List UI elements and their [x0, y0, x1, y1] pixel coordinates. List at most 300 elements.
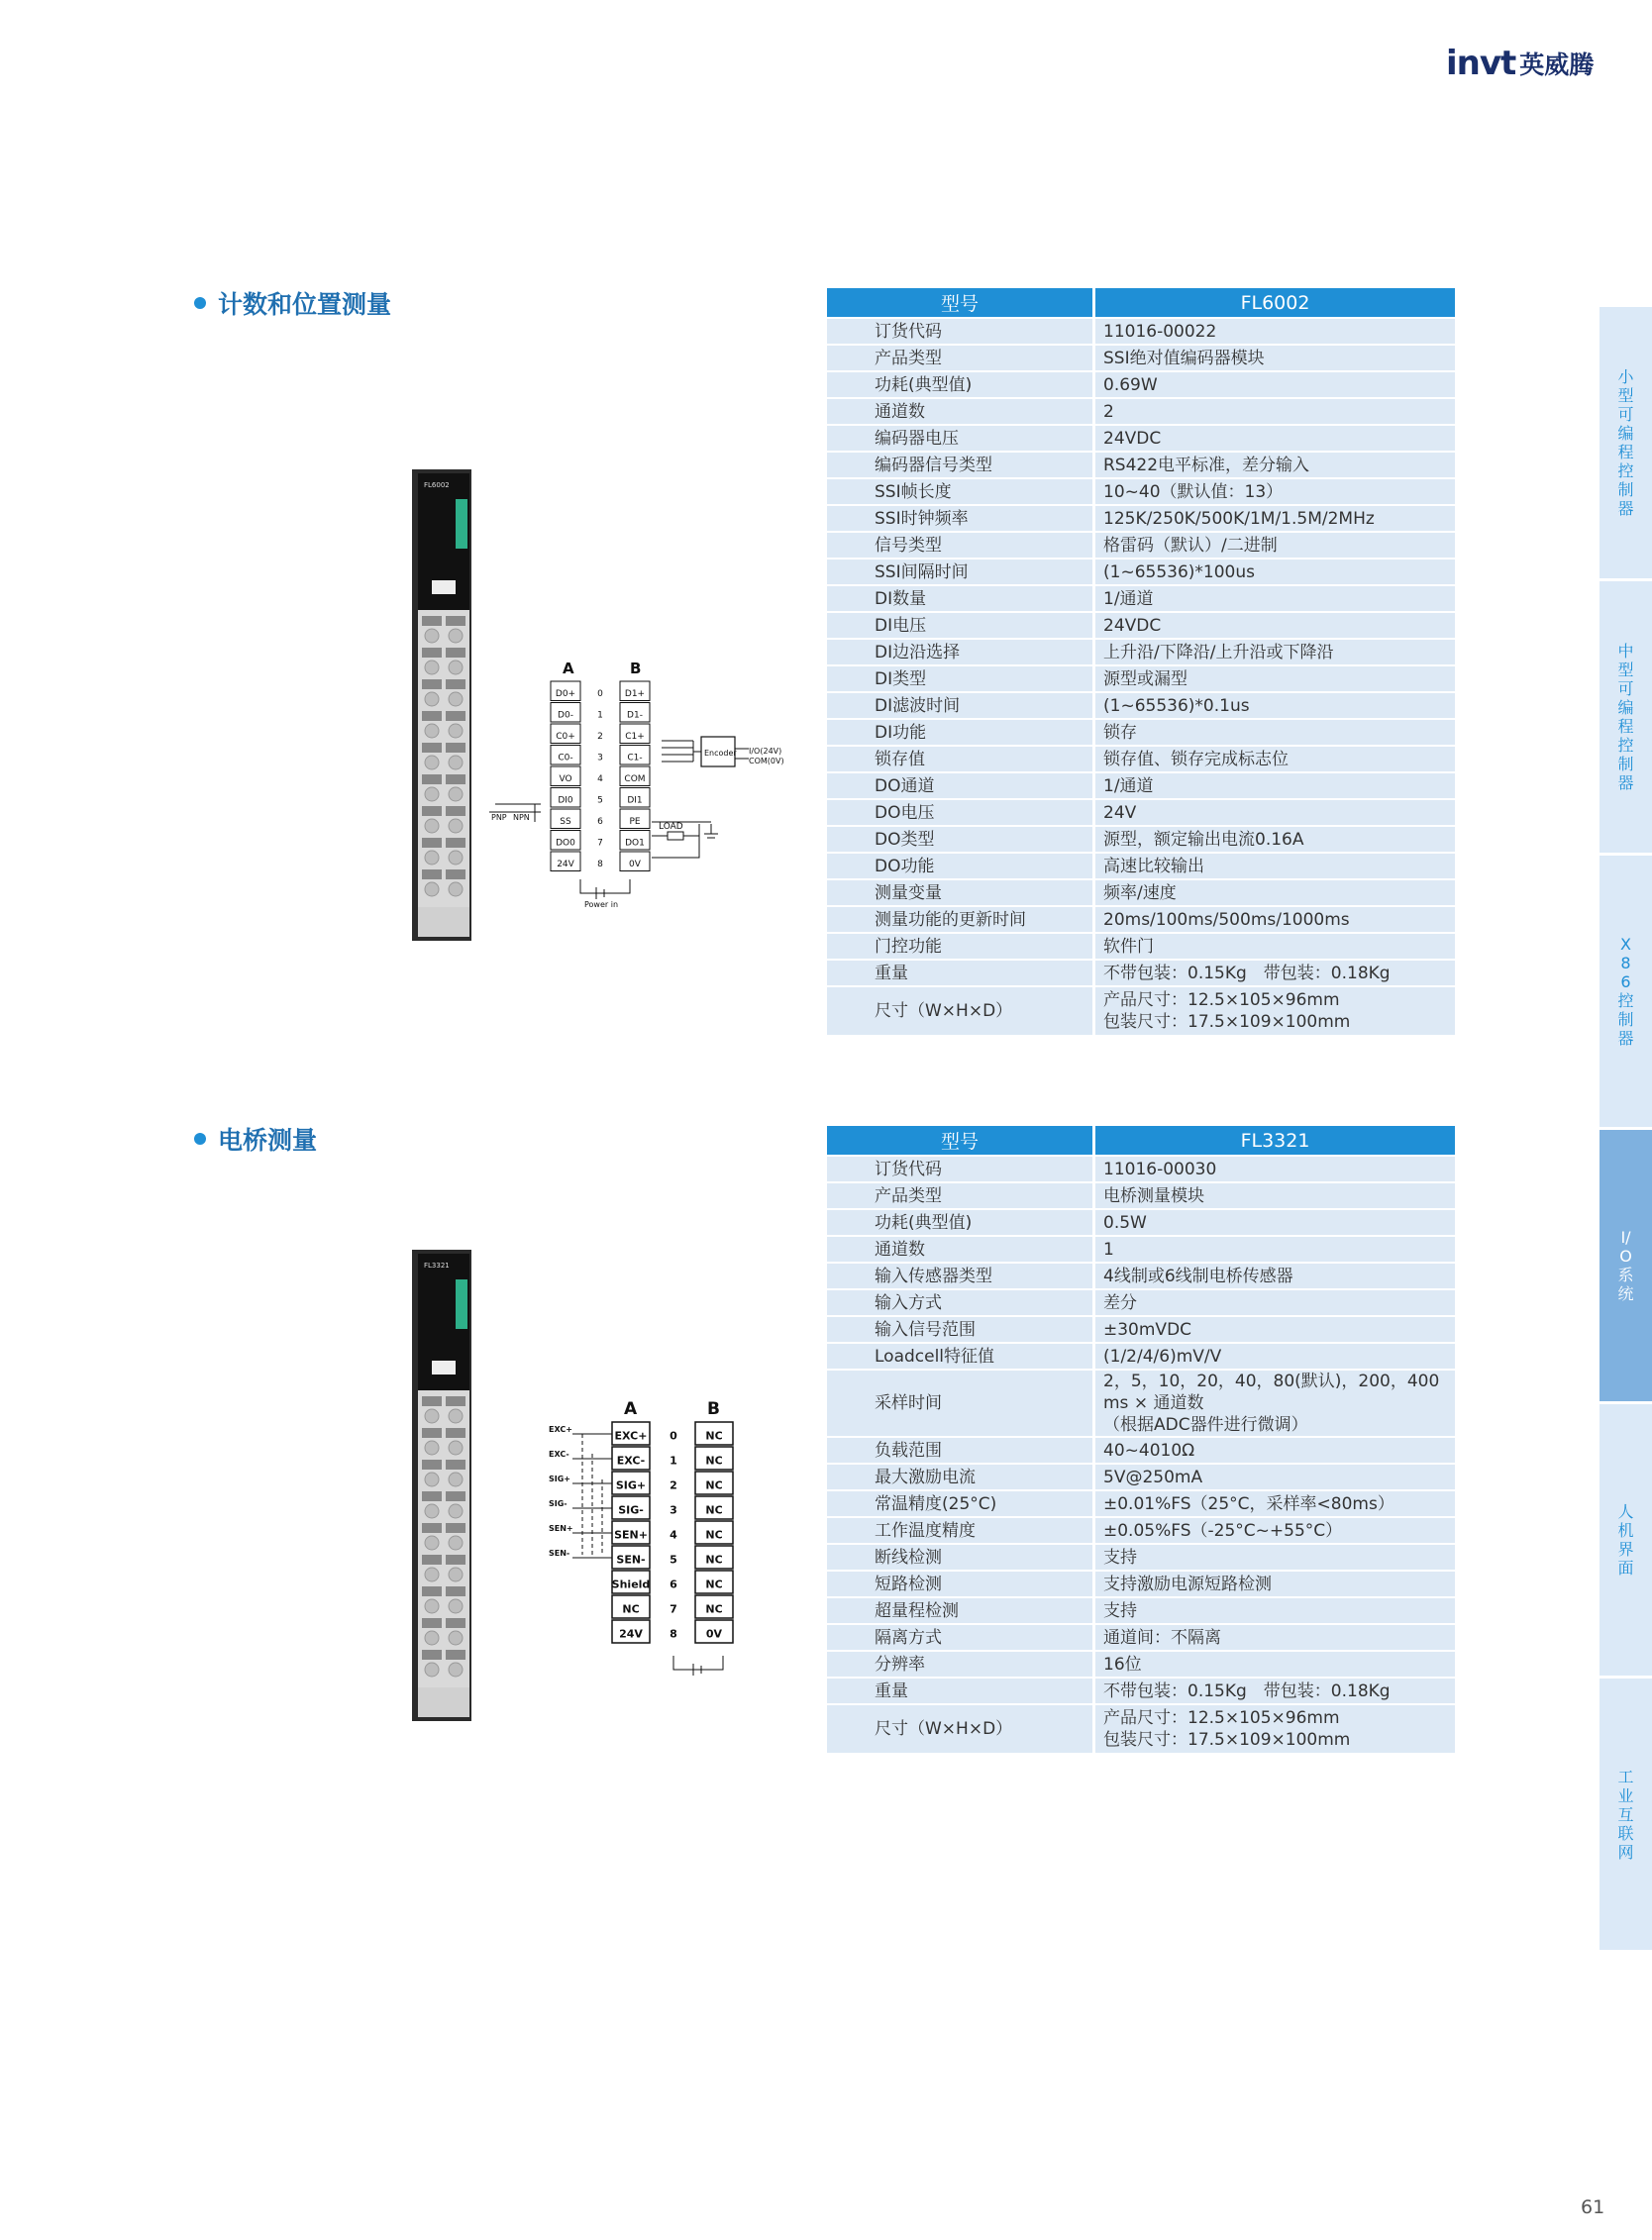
- terminal-screw: [425, 1663, 439, 1677]
- row-value: SSI绝对值编码器模块: [1095, 346, 1455, 370]
- row-value: 锁存: [1095, 720, 1455, 745]
- size-package: 包装尺寸：17.5×109×100mm: [1103, 1730, 1351, 1750]
- table-row: [827, 747, 1455, 771]
- terminal-b-label: DO1: [625, 838, 645, 849]
- terminal-b-label: DI1: [627, 795, 643, 806]
- brand-logo: [1446, 44, 1594, 83]
- terminal-a-label: SEN-: [616, 1553, 646, 1567]
- table-row: [827, 1518, 1455, 1543]
- terminal-b-label: NC: [705, 1503, 723, 1517]
- terminal-a-label: EXC+: [614, 1429, 648, 1443]
- terminal-b-label: C1-: [627, 753, 643, 764]
- row-key: 信号类型: [827, 533, 1095, 558]
- row-key: 最大激励电流: [827, 1465, 1095, 1489]
- table-row: [827, 1465, 1455, 1489]
- terminal-number: 4: [597, 774, 603, 785]
- device-footer: [418, 907, 469, 937]
- terminal-slot: [446, 1555, 465, 1565]
- table-row: [827, 506, 1455, 531]
- row-key: 超量程检测: [827, 1598, 1095, 1623]
- terminal-number: 0: [597, 689, 603, 700]
- row-key: DO功能: [827, 854, 1095, 878]
- terminal-slot: [422, 743, 442, 753]
- terminal-a-label: SS: [560, 817, 571, 828]
- table-row: [827, 1705, 1455, 1753]
- terminal-slot: [446, 1396, 465, 1406]
- table-row: [827, 987, 1455, 1035]
- terminal-a-label: 24V: [557, 860, 574, 870]
- table-row: [827, 1371, 1455, 1436]
- section-title-bridge: [194, 1121, 317, 1157]
- terminal-a-label: NC: [622, 1602, 640, 1616]
- terminal-slot: [422, 774, 442, 784]
- terminal-b-label: NC: [705, 1602, 723, 1616]
- terminal-slot: [422, 1586, 442, 1596]
- terminal-screw: [449, 756, 463, 769]
- terminal-slot: [446, 648, 465, 658]
- header-model-label: 型号: [827, 288, 1095, 317]
- terminal-slot: [422, 711, 442, 721]
- brand-mark: invt: [1446, 44, 1516, 83]
- row-value: (1~65536)*100us: [1095, 560, 1455, 584]
- row-key: 产品类型: [827, 346, 1095, 370]
- row-key: 输入传感器类型: [827, 1264, 1095, 1288]
- table-row: [827, 720, 1455, 745]
- terminal-number: 1: [597, 710, 603, 721]
- row-key: DI数量: [827, 586, 1095, 611]
- terminal-a-label: 24V: [619, 1627, 643, 1641]
- terminal-screw: [449, 851, 463, 865]
- terminal-a-label: C0-: [558, 753, 573, 764]
- terminal-number: 2: [670, 1478, 677, 1492]
- row-key: 尺寸（W×H×D）: [827, 1705, 1095, 1753]
- row-value: 源型，额定输出电流0.16A: [1095, 827, 1455, 852]
- header-model-label: 型号: [827, 1126, 1095, 1155]
- terminal-number: 5: [670, 1553, 677, 1567]
- size-package: 包装尺寸：17.5×109×100mm: [1103, 1012, 1351, 1032]
- table-row: [827, 319, 1455, 344]
- terminal-number: 2: [597, 732, 603, 743]
- terminal-screw: [425, 1441, 439, 1455]
- terminal-slot: [422, 1650, 442, 1660]
- terminal-screw: [449, 1631, 463, 1645]
- terminal-screw: [425, 787, 439, 801]
- column-a-label: A: [563, 660, 574, 677]
- sensor-wire-label: EXC-: [549, 1450, 569, 1459]
- terminal-screw: [425, 724, 439, 738]
- row-value: 24V: [1095, 800, 1455, 825]
- power-wires: [580, 879, 630, 899]
- device-release-tab: [432, 580, 456, 594]
- terminal-screw: [425, 1568, 439, 1581]
- row-value: 差分: [1095, 1290, 1455, 1315]
- encoder-io-lines: [735, 749, 749, 759]
- terminal-screw: [425, 1536, 439, 1550]
- row-key: SSI帧长度: [827, 479, 1095, 504]
- row-value: 支持激励电源短路检测: [1095, 1572, 1455, 1596]
- table-row: [827, 372, 1455, 397]
- table-row: [827, 1264, 1455, 1288]
- terminal-b-label: NC: [705, 1553, 723, 1567]
- table-row: [827, 961, 1455, 985]
- terminal-screw: [425, 756, 439, 769]
- terminal-screw: [449, 882, 463, 896]
- terminal-screw: [425, 661, 439, 674]
- table-row: [827, 399, 1455, 424]
- terminal-a-label: SEN+: [614, 1528, 648, 1542]
- terminal-screw: [449, 1473, 463, 1486]
- row-key: 通道数: [827, 1237, 1095, 1262]
- table-row: [827, 1290, 1455, 1315]
- terminal-slot: [422, 1523, 442, 1533]
- row-value: 1/通道: [1095, 586, 1455, 611]
- side-tab-0[interactable]: [1600, 307, 1652, 578]
- table-row: [827, 586, 1455, 611]
- row-value: 24VDC: [1095, 426, 1455, 451]
- row-value: [1095, 1705, 1455, 1753]
- spec-table-fl3321: [827, 1124, 1455, 1755]
- side-tab-label: 人机界面: [1617, 1502, 1634, 1578]
- terminal-screw: [449, 1663, 463, 1677]
- table-row: [827, 1183, 1455, 1208]
- terminal-screw: [425, 629, 439, 643]
- terminal-screw: [425, 1409, 439, 1423]
- device-model-label: FL3321: [424, 1262, 450, 1270]
- row-value: 通道间：不隔离: [1095, 1625, 1455, 1650]
- column-b-label: B: [707, 1399, 720, 1419]
- terminal-slot: [446, 1586, 465, 1596]
- row-key: DI类型: [827, 666, 1095, 691]
- terminal-slot: [446, 1491, 465, 1501]
- terminal-b-label: 0V: [629, 860, 641, 870]
- row-key: 订货代码: [827, 319, 1095, 344]
- section-title-counting: [194, 285, 391, 321]
- table-row: [827, 1491, 1455, 1516]
- row-value: 16位: [1095, 1652, 1455, 1677]
- row-key: 隔离方式: [827, 1625, 1095, 1650]
- table-row: [827, 1572, 1455, 1596]
- device-release-tab: [432, 1361, 456, 1375]
- row-key: 测量变量: [827, 880, 1095, 905]
- row-value: ±30mVDC: [1095, 1317, 1455, 1342]
- terminal-slot: [446, 774, 465, 784]
- side-tab-label: X86控制器: [1617, 935, 1634, 1048]
- terminal-a-label: Shield: [611, 1578, 651, 1591]
- row-value: 不带包装：0.15Kg 带包装：0.18Kg: [1095, 1679, 1455, 1703]
- row-value: (1/2/4/6)mV/V: [1095, 1344, 1455, 1369]
- row-key: 测量功能的更新时间: [827, 907, 1095, 932]
- table-row: [827, 800, 1455, 825]
- terminal-slot: [422, 838, 442, 848]
- row-value: 2: [1095, 399, 1455, 424]
- terminal-a-label: C0+: [556, 732, 575, 743]
- table-row: [827, 453, 1455, 477]
- row-key: 重量: [827, 1679, 1095, 1703]
- side-tab-2[interactable]: [1600, 856, 1652, 1127]
- side-tab-1[interactable]: [1600, 581, 1652, 853]
- terminal-screw: [449, 661, 463, 674]
- terminal-b-label: D1+: [624, 689, 646, 700]
- table-row: [827, 533, 1455, 558]
- side-tab-3[interactable]: [1600, 1130, 1652, 1401]
- terminal-screw: [425, 1473, 439, 1486]
- device-green-clip: [456, 1279, 467, 1329]
- row-value: 锁存值、锁存完成标志位: [1095, 747, 1455, 771]
- terminal-number: 7: [597, 838, 603, 849]
- terminal-slot: [446, 1428, 465, 1438]
- table-row: [827, 854, 1455, 878]
- table-row: [827, 934, 1455, 959]
- sensor-wire-label: EXC+: [549, 1425, 572, 1434]
- row-key: 分辨率: [827, 1652, 1095, 1677]
- terminal-screw: [449, 1568, 463, 1581]
- encoder-label: Encoder: [704, 749, 737, 758]
- terminal-number: 8: [597, 860, 603, 870]
- terminal-a-label: VO: [559, 774, 572, 785]
- terminal-slot: [422, 1396, 442, 1406]
- side-tab-label: 工业互联网: [1617, 1767, 1634, 1862]
- bullet-icon: [194, 1133, 206, 1145]
- table-row: [827, 1625, 1455, 1650]
- row-value: 高速比较输出: [1095, 854, 1455, 878]
- row-key: SSI时钟频率: [827, 506, 1095, 531]
- ground-icon: [704, 824, 718, 838]
- terminal-slot: [422, 1618, 442, 1628]
- terminal-slot: [446, 1650, 465, 1660]
- terminal-number: 6: [597, 817, 603, 828]
- terminal-screw: [449, 1504, 463, 1518]
- terminal-b-label: NC: [705, 1454, 723, 1468]
- section-title-text: 电桥测量: [218, 1126, 318, 1155]
- terminal-slot: [446, 869, 465, 879]
- table-row: [827, 693, 1455, 718]
- row-key: 产品类型: [827, 1183, 1095, 1208]
- table-row: [827, 346, 1455, 370]
- side-tab-label: 小型可编程控制器: [1617, 367, 1634, 518]
- table-header: [827, 288, 1455, 317]
- power-label: Power in: [584, 900, 619, 909]
- row-value: 格雷码（默认）/二进制: [1095, 533, 1455, 558]
- row-value: 1/通道: [1095, 773, 1455, 798]
- side-tab-bar: [1600, 307, 1652, 1953]
- device-fl6002-illustration: [406, 469, 481, 941]
- row-key: 锁存值: [827, 747, 1095, 771]
- row-value: 20ms/100ms/500ms/1000ms: [1095, 907, 1455, 932]
- encoder-com-label: COM(0V): [749, 757, 784, 765]
- device-fl3321-illustration: [406, 1250, 481, 1721]
- terminal-slot: [446, 616, 465, 626]
- row-key: 断线检测: [827, 1545, 1095, 1570]
- row-key: DO电压: [827, 800, 1095, 825]
- table-row: [827, 907, 1455, 932]
- row-key: 编码器信号类型: [827, 453, 1095, 477]
- row-value: 1: [1095, 1237, 1455, 1262]
- terminal-slot: [446, 838, 465, 848]
- row-value: 5V@250mA: [1095, 1465, 1455, 1489]
- table-row: [827, 1344, 1455, 1369]
- row-value: 频率/速度: [1095, 880, 1455, 905]
- row-value: 40~4010Ω: [1095, 1438, 1455, 1463]
- header-model-value: FL6002: [1095, 288, 1455, 317]
- row-value: ±0.05%FS（-25°C~+55°C）: [1095, 1518, 1455, 1543]
- row-key: 门控功能: [827, 934, 1095, 959]
- terminal-b-label: COM: [624, 774, 646, 785]
- row-key: DI电压: [827, 613, 1095, 638]
- table-row: [827, 666, 1455, 691]
- terminal-slot: [446, 679, 465, 689]
- load-resistor: [668, 832, 683, 840]
- row-value: 源型或漏型: [1095, 666, 1455, 691]
- header-model-value: FL3321: [1095, 1126, 1455, 1155]
- terminal-b-label: PE: [629, 817, 641, 828]
- terminal-a-label: DO0: [556, 838, 575, 849]
- terminal-number: 6: [670, 1578, 677, 1591]
- row-value: 11016-00022: [1095, 319, 1455, 344]
- table-row: [827, 773, 1455, 798]
- sensor-wire-label: SEN-: [549, 1549, 570, 1558]
- terminal-screw: [449, 1441, 463, 1455]
- table-row: [827, 1598, 1455, 1623]
- load-label: LOAD: [659, 822, 683, 832]
- terminal-a-label: SIG+: [615, 1478, 647, 1492]
- side-tab-4[interactable]: [1600, 1404, 1652, 1676]
- side-tab-label: 中型可编程控制器: [1617, 642, 1634, 792]
- row-value: 125K/250K/500K/1M/1.5M/2MHz: [1095, 506, 1455, 531]
- table-row: [827, 1237, 1455, 1262]
- row-key: 尺寸（W×H×D）: [827, 987, 1095, 1035]
- terminal-b-label: C1+: [625, 732, 645, 743]
- row-value: [1095, 1371, 1455, 1436]
- row-value: 4线制或6线制电桥传感器: [1095, 1264, 1455, 1288]
- table-row: [827, 1545, 1455, 1570]
- terminal-screw: [425, 851, 439, 865]
- power-wires: [673, 1656, 723, 1676]
- row-value: ±0.01%FS（25°C，采样率<80ms）: [1095, 1491, 1455, 1516]
- terminal-slot: [422, 1428, 442, 1438]
- terminal-screw: [449, 819, 463, 833]
- row-value: 0.5W: [1095, 1210, 1455, 1235]
- section-title-text: 计数和位置测量: [218, 290, 392, 319]
- terminal-slot: [422, 1555, 442, 1565]
- terminal-slot: [422, 1460, 442, 1470]
- sample-line-2: （根据ADC器件进行微调）: [1103, 1415, 1308, 1435]
- npn-label: NPN: [513, 813, 530, 822]
- row-value: 上升沿/下降沿/上升沿或下降沿: [1095, 640, 1455, 664]
- table-row: [827, 426, 1455, 451]
- table-row: [827, 560, 1455, 584]
- table-row: [827, 1317, 1455, 1342]
- row-value: 10~40（默认值：13）: [1095, 479, 1455, 504]
- row-key: 负载范围: [827, 1438, 1095, 1463]
- table-row: [827, 880, 1455, 905]
- column-a-label: A: [624, 1399, 638, 1419]
- row-value: 11016-00030: [1095, 1157, 1455, 1181]
- size-product: 产品尺寸：12.5×105×96mm: [1103, 990, 1340, 1010]
- row-value: 电桥测量模块: [1095, 1183, 1455, 1208]
- terminal-slot: [446, 711, 465, 721]
- terminal-number: 7: [670, 1602, 677, 1616]
- row-key: 采样时间: [827, 1371, 1095, 1436]
- row-key: DI滤波时间: [827, 693, 1095, 718]
- terminal-a-label: D0+: [555, 689, 576, 700]
- row-key: 订货代码: [827, 1157, 1095, 1181]
- table-row: [827, 1652, 1455, 1677]
- terminal-number: 3: [597, 753, 603, 764]
- terminal-screw: [449, 692, 463, 706]
- terminal-a-label: D0-: [558, 710, 573, 721]
- terminal-b-label: NC: [705, 1429, 723, 1443]
- spec-table-fl6002: [827, 286, 1455, 1037]
- sensor-wire-label: SIG+: [549, 1475, 571, 1483]
- terminal-number: 5: [597, 795, 603, 806]
- row-key: 功耗(典型值): [827, 372, 1095, 397]
- row-key: 输入信号范围: [827, 1317, 1095, 1342]
- row-value: RS422电平标准，差分输入: [1095, 453, 1455, 477]
- table-row: [827, 1679, 1455, 1703]
- terminal-screw: [449, 724, 463, 738]
- row-key: 常温精度(25°C): [827, 1491, 1095, 1516]
- table-row: [827, 1438, 1455, 1463]
- terminal-screw: [425, 692, 439, 706]
- wiring-diagram-fl3321: [545, 1398, 743, 1683]
- row-key: Loadcell特征值: [827, 1344, 1095, 1369]
- encoder-wires: [662, 741, 701, 762]
- terminal-screw: [425, 882, 439, 896]
- sample-line-1: 2，5，10，20，40，80(默认)，200，400 ms × 通道数: [1103, 1372, 1440, 1413]
- terminal-slot: [446, 1523, 465, 1533]
- terminal-screw: [425, 1599, 439, 1613]
- terminal-slot: [422, 616, 442, 626]
- row-key: 工作温度精度: [827, 1518, 1095, 1543]
- device-green-clip: [456, 499, 467, 549]
- terminal-screw: [425, 819, 439, 833]
- row-value: (1~65536)*0.1us: [1095, 693, 1455, 718]
- terminal-number: 3: [670, 1503, 677, 1517]
- terminal-a-label: EXC-: [616, 1454, 646, 1468]
- terminal-a-label: SIG-: [618, 1503, 644, 1517]
- side-tab-label: I/O系统: [1617, 1228, 1634, 1303]
- terminal-a-label: DI0: [558, 795, 573, 806]
- terminal-screw: [425, 1631, 439, 1645]
- row-key: DO类型: [827, 827, 1095, 852]
- row-key: 重量: [827, 961, 1095, 985]
- table-row: [827, 1210, 1455, 1235]
- sensor-wire-label: SIG-: [549, 1499, 568, 1508]
- bullet-icon: [194, 297, 206, 309]
- row-key: SSI间隔时间: [827, 560, 1095, 584]
- table-row: [827, 827, 1455, 852]
- terminal-slot: [422, 679, 442, 689]
- terminal-screw: [425, 1504, 439, 1518]
- row-value: [1095, 987, 1455, 1035]
- brand-name: 英威腾: [1519, 51, 1595, 79]
- row-key: DI功能: [827, 720, 1095, 745]
- table-row: [827, 613, 1455, 638]
- row-value: 软件门: [1095, 934, 1455, 959]
- table-row: [827, 479, 1455, 504]
- terminal-screw: [449, 629, 463, 643]
- terminal-slot: [422, 648, 442, 658]
- terminal-b-label: NC: [705, 1528, 723, 1542]
- side-tab-5[interactable]: [1600, 1679, 1652, 1950]
- page-number: 61: [1581, 2196, 1605, 2218]
- row-key: DI边沿选择: [827, 640, 1095, 664]
- terminal-b-label: 0V: [705, 1627, 723, 1641]
- terminal-number: 4: [670, 1528, 677, 1542]
- terminal-number: 0: [670, 1429, 677, 1443]
- terminal-b-label: NC: [705, 1478, 723, 1492]
- terminal-slot: [422, 806, 442, 816]
